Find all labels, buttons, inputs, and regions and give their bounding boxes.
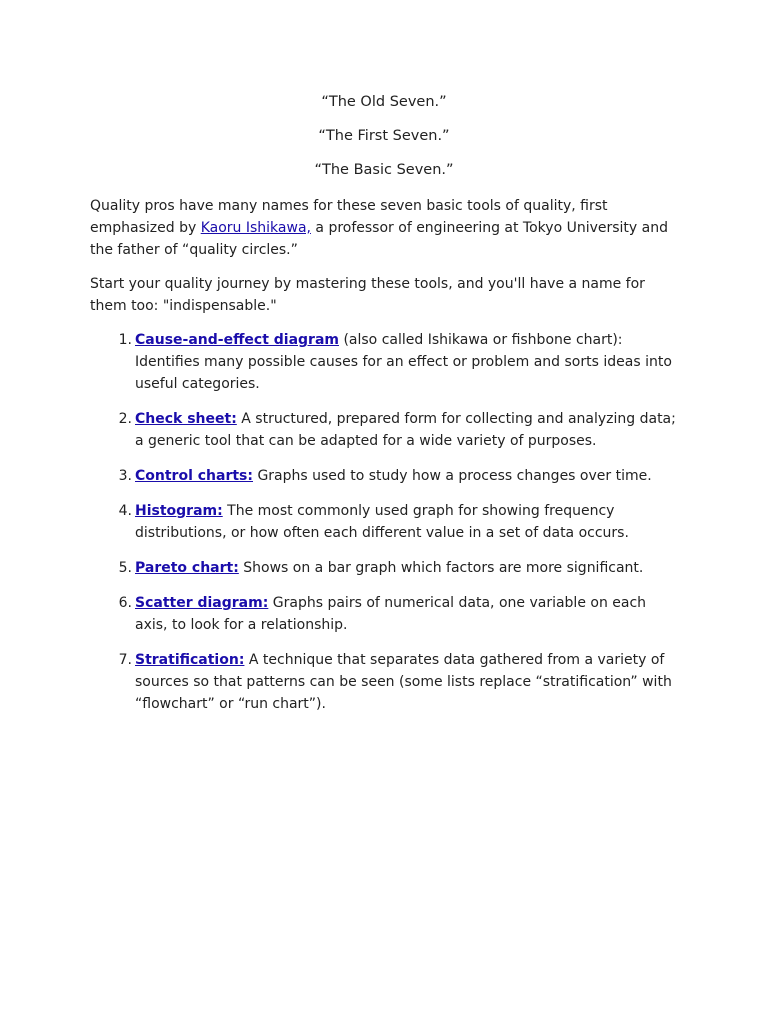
intro-text-before: Quality pros have many names for these seven basic tools of quality, first emphasized by	[90, 198, 608, 236]
list-item-number: 5.	[118, 560, 132, 576]
stratification-link[interactable]: Stratification:	[135, 652, 245, 668]
list-item-number: 7.	[118, 652, 132, 668]
list-item	[90, 649, 680, 715]
list-item-description: A technique that separates data gathered from a variety of sources so that patterns can be seen (some lists replace “stratification” with “flowchart” or “run chart”).	[135, 652, 672, 712]
title-old-seven: “The Old Seven.”	[321, 94, 447, 110]
intro-paragraph	[90, 195, 680, 261]
journey-paragraph: Start your quality journey by mastering these tools, and you'll have a name for them too: "indispensable."	[90, 276, 645, 314]
check-sheet-link[interactable]: Check sheet:	[135, 411, 237, 427]
histogram-link[interactable]: Histogram:	[135, 503, 223, 519]
list-item	[90, 465, 680, 487]
list-item	[90, 557, 680, 579]
list-item-description: Graphs pairs of numerical data, one variable on each axis, to look for a relationship.	[135, 595, 647, 633]
intro-text-after: a professor of engineering at Tokyo University and the father of “quality circles.”	[90, 220, 668, 258]
pareto-chart-link[interactable]: Pareto chart:	[135, 560, 239, 576]
list-item-description: Graphs used to study how a process changes over time.	[253, 468, 652, 484]
kaoru-ishikawa-link[interactable]: Kaoru Ishikawa,	[200, 220, 311, 236]
tools-list	[90, 329, 680, 715]
list-item	[90, 408, 680, 452]
title-block	[0, 92, 768, 194]
list-item-description: Shows on a bar graph which factors are more significant.	[238, 560, 644, 576]
scatter-diagram-link[interactable]: Scatter diagram:	[135, 595, 269, 611]
list-item-description: A structured, prepared form for collecting and analyzing data; a generic tool that can be adapted for a wide variety of purposes.	[135, 411, 676, 449]
cause-and-effect-diagram-link[interactable]: Cause-and-effect diagram	[135, 332, 339, 348]
list-item	[90, 500, 680, 544]
list-item	[90, 592, 680, 636]
control-charts-link[interactable]: Control charts:	[135, 468, 253, 484]
list-item-number: 2.	[118, 411, 132, 427]
list-item-number: 1.	[118, 332, 132, 348]
body-text	[90, 195, 680, 728]
list-item-description: (also called Ishikawa or fishbone chart): Identifies many possible causes for an effect or problem and sorts ideas into useful categories.	[135, 332, 672, 392]
title-first-seven: “The First Seven.”	[318, 128, 450, 144]
title-basic-seven: “The Basic Seven.”	[314, 162, 454, 178]
list-item	[90, 329, 680, 395]
list-item-number: 3.	[118, 468, 132, 484]
list-item-number: 4.	[118, 503, 132, 519]
list-item-description: The most commonly used graph for showing frequency distributions, or how often each different value in a set of data occurs.	[135, 503, 629, 541]
list-item-number: 6.	[118, 595, 132, 611]
